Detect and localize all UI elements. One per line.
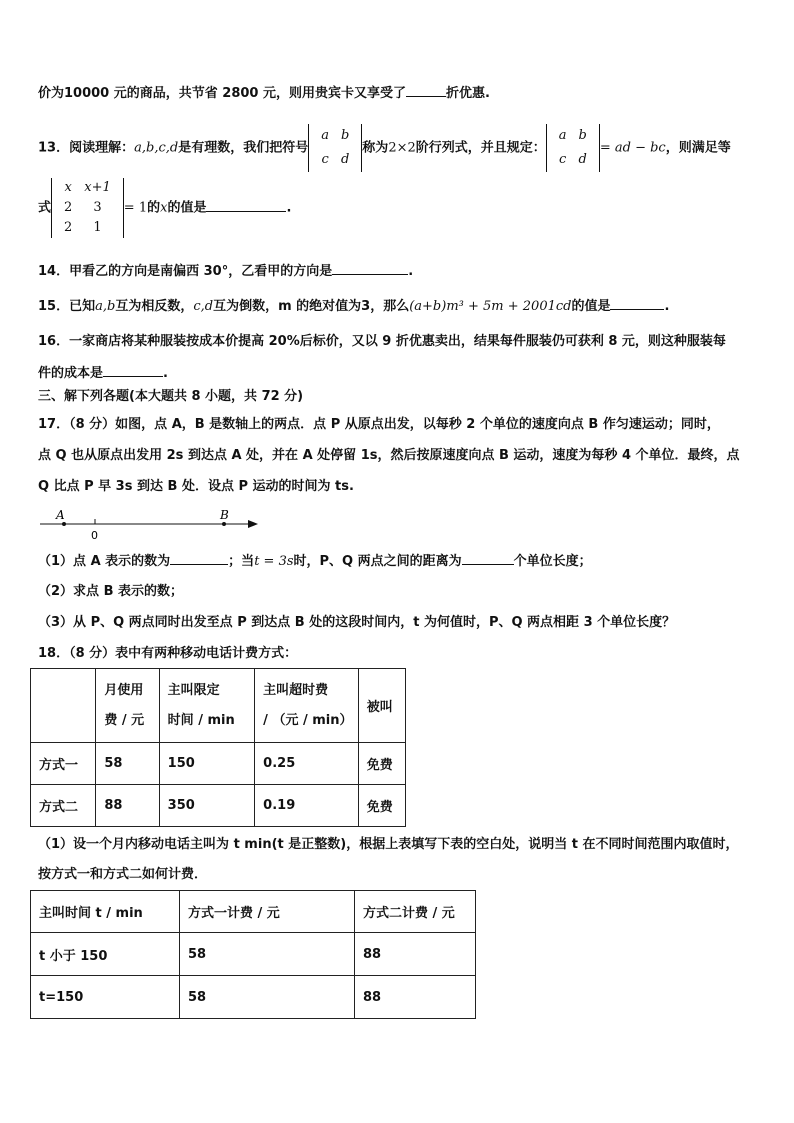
table-cell: 方式一 bbox=[31, 743, 96, 785]
q14-line bbox=[38, 260, 413, 281]
number-line-figure bbox=[36, 505, 266, 543]
q13-text: 的 bbox=[147, 200, 161, 216]
q17-p1-text: ；当 bbox=[228, 554, 255, 569]
table-cell: t=150 bbox=[31, 976, 180, 1019]
table-cell: 0.19 bbox=[255, 785, 359, 827]
q13-text: 称为 bbox=[362, 140, 389, 156]
table-header-cell: 月使用 费 / 元 bbox=[96, 669, 159, 743]
q18-title-line bbox=[38, 645, 297, 663]
q18-title: （8 分）表中有两种移动电话计费方式： bbox=[69, 646, 298, 661]
question-number: 16． bbox=[38, 334, 70, 349]
label-zero: 0 bbox=[91, 529, 98, 542]
q13-text: ，则满足等 bbox=[665, 140, 731, 156]
q12-text: 价为10000 元的商品，共节省 2800 元，则用贵宾卡又享受了 bbox=[38, 86, 406, 101]
table-cell: 150 bbox=[159, 743, 255, 785]
billing-fill-table bbox=[30, 890, 476, 1019]
question-number: 13． bbox=[38, 140, 70, 156]
q17-line1 bbox=[38, 416, 720, 434]
determinant-symbol: a b c d bbox=[308, 124, 362, 172]
table-cell: 88 bbox=[96, 785, 159, 827]
answer-blank bbox=[610, 295, 664, 310]
q13-vars: a,b,c,d bbox=[134, 140, 179, 156]
point-b bbox=[222, 522, 226, 526]
q15-expression: (a+b)m³ + 5m + 2001cd bbox=[409, 299, 572, 314]
q17-part1 bbox=[38, 550, 592, 571]
table-header-row bbox=[31, 891, 476, 933]
q17-text: （8 分）如图，点 A，B 是数轴上的两点．点 P 从原点出发，以每秒 2 个单位的速度向点 B 作匀速运动；同时， bbox=[69, 417, 720, 432]
answer-blank bbox=[103, 362, 163, 377]
table-cell: 0.25 bbox=[255, 743, 359, 785]
table-cell: 免费 bbox=[358, 785, 405, 827]
question-number: 14． bbox=[38, 264, 70, 279]
q17-p1-text: 时，P、Q 两点之间的距离为 bbox=[293, 554, 462, 569]
table-header-cell: 方式二计费 / 元 bbox=[355, 891, 476, 933]
q13-size: 2×2 bbox=[388, 140, 416, 156]
table-header-cell: 被叫 bbox=[358, 669, 405, 743]
q17-part3: （3）从 P、Q 两点同时出发至点 P 到达点 B 处的这段时间内，t 为何值时，P、Q 两点相距 3 个单位长度？ bbox=[38, 615, 676, 630]
table-cell: 免费 bbox=[358, 743, 405, 785]
q12-text-end: 折优惠. bbox=[446, 86, 490, 101]
q15-text: 互为倒数，m 的绝对值为3，那么 bbox=[213, 299, 410, 314]
q15-text: 的值是 bbox=[571, 299, 611, 314]
table-cell: 58 bbox=[180, 933, 355, 976]
table-header-cell bbox=[31, 669, 96, 743]
table-cell: 58 bbox=[96, 743, 159, 785]
q17-line3: Q 比点 P 早 3s 到达 B 处．设点 P 运动的时间为 ts. bbox=[38, 479, 354, 494]
label-b: B bbox=[220, 508, 229, 522]
point-a bbox=[62, 522, 66, 526]
determinant-formula: = ad − bc bbox=[599, 140, 666, 156]
table-header-cell: 主叫时间 t / min bbox=[31, 891, 180, 933]
equation-rhs: = 1 bbox=[123, 200, 148, 216]
q16-text: 一家商店将某种服装按成本价提高 20%后标价，又以 9 折优惠卖出，结果每件服装仍可获利 8 元，则这种服装每 bbox=[69, 334, 726, 349]
q14-text: 甲看乙的方向是南偏西 30°，乙看甲的方向是 bbox=[69, 264, 333, 279]
q17-p1-text: 个单位长度； bbox=[513, 554, 592, 569]
table-row bbox=[31, 743, 406, 785]
answer-blank bbox=[170, 550, 228, 565]
table-cell: 88 bbox=[355, 933, 476, 976]
section-title: 三、解下列各题(本大题共 8 小题，共 72 分) bbox=[38, 389, 304, 404]
table-header-row bbox=[31, 669, 406, 743]
determinant-rule: a b c d bbox=[546, 124, 600, 172]
billing-table bbox=[30, 668, 406, 827]
table-cell: t 小于 150 bbox=[31, 933, 180, 976]
q15-line bbox=[38, 295, 669, 316]
table-cell: 88 bbox=[355, 976, 476, 1019]
q15-cd: c,d bbox=[193, 299, 214, 314]
q13-text: 阶行列式，并且规定： bbox=[415, 140, 546, 156]
question-number: 18． bbox=[38, 646, 70, 661]
q13-end: . bbox=[286, 200, 292, 216]
answer-blank bbox=[406, 82, 446, 97]
table-header-cell: 主叫超时费 / （元 / min） bbox=[255, 669, 359, 743]
table-cell: 58 bbox=[180, 976, 355, 1019]
q16-line1 bbox=[38, 333, 726, 351]
q12-line bbox=[38, 82, 490, 103]
table-cell: 方式二 bbox=[31, 785, 96, 827]
determinant-equation: x x+1 2 3 2 1 bbox=[51, 178, 124, 238]
q16-end: . bbox=[163, 366, 168, 381]
table-header-cell: 方式一计费 / 元 bbox=[180, 891, 355, 933]
var-x: x bbox=[160, 200, 168, 216]
q18-part1-line1: （1）设一个月内移动电话主叫为 t min(t 是正整数)，根据上表填写下表的空白处，说明当 t 在不同时间范围内取值时， bbox=[38, 837, 739, 852]
question-number: 15． bbox=[38, 299, 70, 314]
axis-arrow bbox=[248, 520, 258, 528]
q16-line2 bbox=[38, 362, 168, 383]
q15-text: 互为相反数， bbox=[115, 299, 194, 314]
q13-text: 式 bbox=[38, 200, 52, 216]
table-header-cell: 主叫限定 时间 / min bbox=[159, 669, 255, 743]
time-value: t = 3s bbox=[254, 554, 294, 569]
q17-p1-text: （1）点 A 表示的数为 bbox=[38, 554, 171, 569]
answer-blank bbox=[332, 260, 408, 275]
q14-end: . bbox=[408, 264, 414, 279]
question-number: 17． bbox=[38, 417, 70, 432]
table-row bbox=[31, 976, 476, 1019]
table-cell: 350 bbox=[159, 785, 255, 827]
q17-part2: （2）求点 B 表示的数； bbox=[38, 584, 184, 599]
table-row bbox=[31, 785, 406, 827]
answer-blank bbox=[462, 550, 514, 565]
q16-text: 件的成本是 bbox=[38, 366, 104, 381]
q18-part1-line2: 按方式一和方式二如何计费． bbox=[38, 867, 208, 882]
q13-text: 是有理数，我们把符号 bbox=[178, 140, 309, 156]
q17-line2: 点 Q 也从原点出发用 2s 到达点 A 处，并在 A 处停留 1s，然后按原速度向点 B 运动，速度为每秒 4 个单位．最终，点 bbox=[38, 448, 740, 463]
q15-end: . bbox=[664, 299, 670, 314]
answer-blank bbox=[206, 197, 286, 212]
q15-text: 已知 bbox=[69, 299, 96, 314]
q13-intro: 阅读理解： bbox=[69, 140, 135, 156]
q13-line1 bbox=[38, 124, 731, 172]
q13-line2 bbox=[38, 178, 291, 238]
table-row bbox=[31, 933, 476, 976]
q15-ab: a,b bbox=[95, 299, 116, 314]
q13-text: 的值是 bbox=[167, 200, 207, 216]
label-a: A bbox=[56, 508, 65, 522]
